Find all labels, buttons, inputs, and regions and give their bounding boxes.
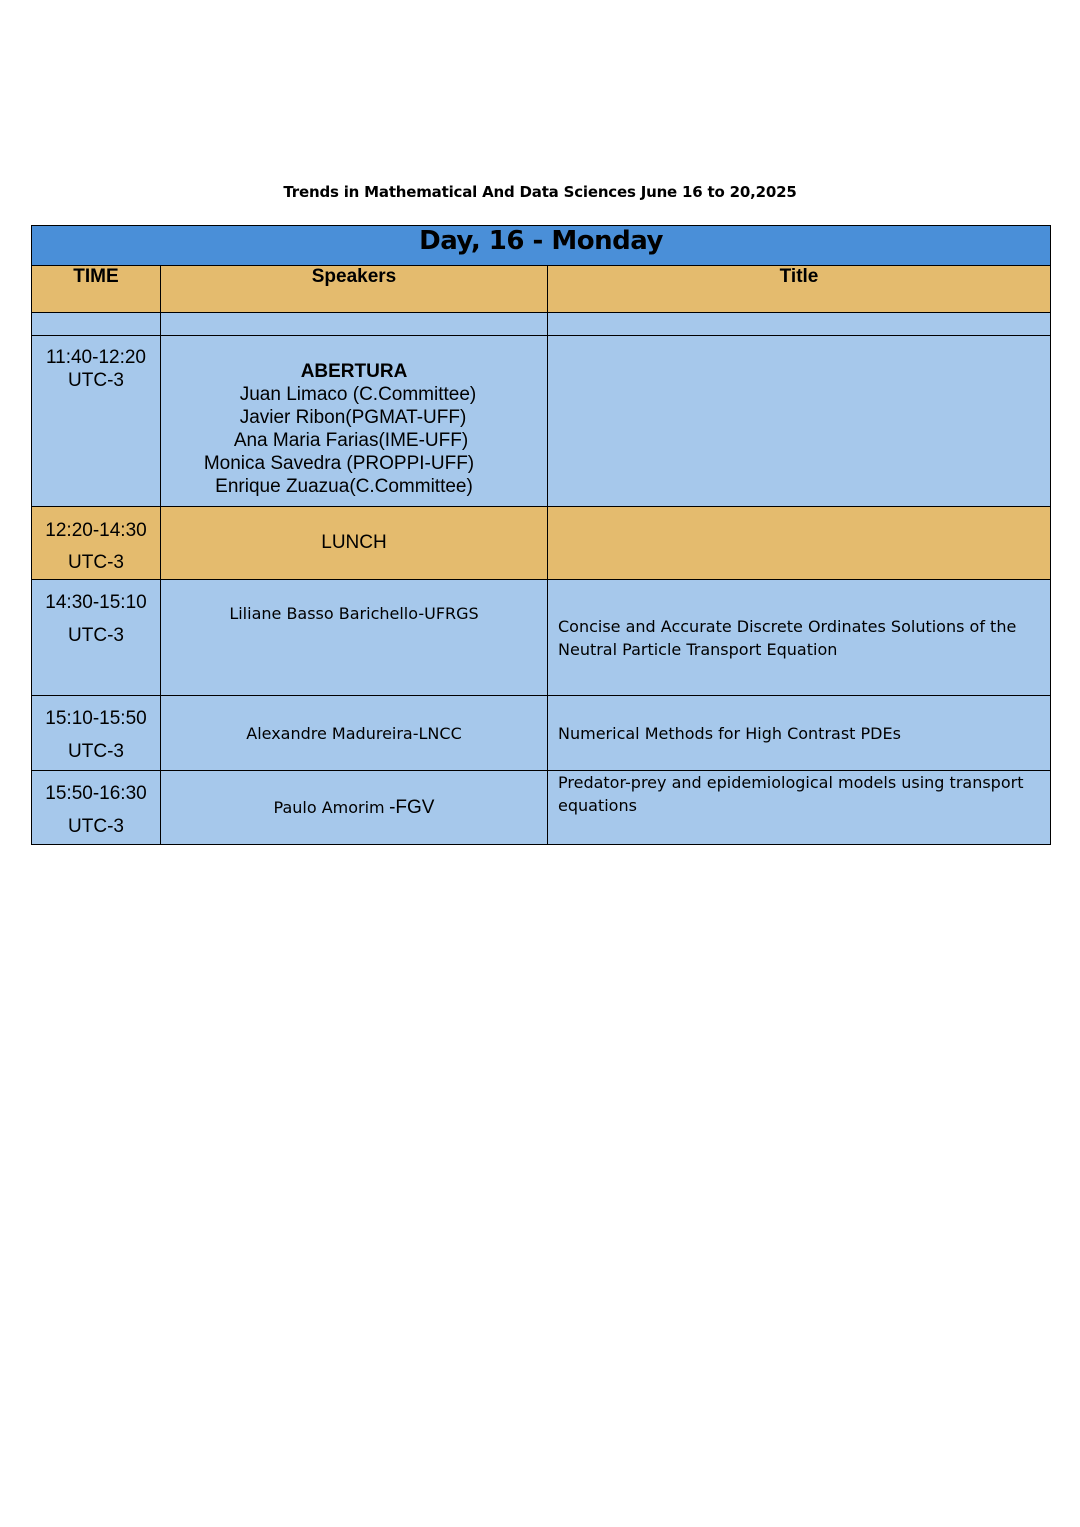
- empty-cell: [32, 313, 161, 336]
- table-row: [32, 771, 1051, 845]
- talk-title: Predator-prey and epidemiological models using transport equations: [548, 771, 1051, 845]
- empty-cell: [548, 313, 1051, 336]
- speakers-column-header: Speakers: [161, 266, 548, 313]
- talk-title: Numerical Methods for High Contrast PDEs: [548, 696, 1051, 771]
- opening-participant: Javier Ribon(PGMAT-UFF): [239, 407, 467, 428]
- opening-participant: Monica Savedra (PROPPI-UFF): [203, 453, 475, 474]
- table-row: [32, 580, 1051, 696]
- document-title: Trends in Mathematical And Data Sciences June 16 to 20,2025: [283, 183, 797, 201]
- speaker-cell: [161, 771, 548, 845]
- table-row-opening: [32, 336, 1051, 507]
- title-column-header: Title: [548, 266, 1051, 313]
- day-header-row: [32, 226, 1051, 266]
- time-cell: [32, 580, 161, 696]
- opening-participant: Enrique Zuazua(C.Committee): [215, 476, 473, 497]
- timezone: UTC-3: [68, 552, 124, 573]
- timezone: UTC-3: [68, 625, 124, 646]
- speaker-cell: Liliane Basso Barichello-UFRGS: [161, 580, 548, 696]
- opening-participant: Juan Limaco (C.Committee): [239, 384, 477, 405]
- time-cell: [32, 696, 161, 771]
- empty-row: [32, 313, 1051, 336]
- time-range: 12:20-14:30: [45, 520, 147, 541]
- speaker-cell: Alexandre Madureira-LNCC: [161, 696, 548, 771]
- time-column-header: TIME: [32, 266, 161, 313]
- time-range: 11:40-12:20: [45, 347, 146, 368]
- day-label: Day, 16 - Monday: [32, 226, 1051, 266]
- column-header-row: [32, 266, 1051, 313]
- time-cell: [32, 336, 161, 507]
- table-row: [32, 696, 1051, 771]
- time-range: 15:10-15:50: [45, 708, 147, 729]
- lunch-label: LUNCH: [161, 507, 548, 580]
- timezone: UTC-3: [68, 370, 124, 391]
- speaker-affiliation: -FGV: [389, 796, 435, 818]
- time-cell: [32, 507, 161, 580]
- empty-cell: [161, 313, 548, 336]
- speaker-name: Paulo Amorim: [273, 797, 385, 817]
- speakers-cell: [161, 336, 548, 507]
- table-row-lunch: [32, 507, 1051, 580]
- timezone: UTC-3: [68, 816, 124, 837]
- opening-heading: ABERTURA: [300, 361, 408, 382]
- title-cell: [548, 507, 1051, 580]
- schedule-table: [31, 225, 1051, 845]
- time-range: 15:50-16:30: [45, 783, 147, 804]
- time-cell: [32, 771, 161, 845]
- talk-title: Concise and Accurate Discrete Ordinates Solutions of the Neutral Particle Transport Equation: [548, 580, 1051, 696]
- opening-participant: Ana Maria Farias(IME-UFF): [233, 430, 469, 451]
- time-range: 14:30-15:10: [45, 592, 147, 613]
- title-cell: [548, 336, 1051, 507]
- timezone: UTC-3: [68, 741, 124, 762]
